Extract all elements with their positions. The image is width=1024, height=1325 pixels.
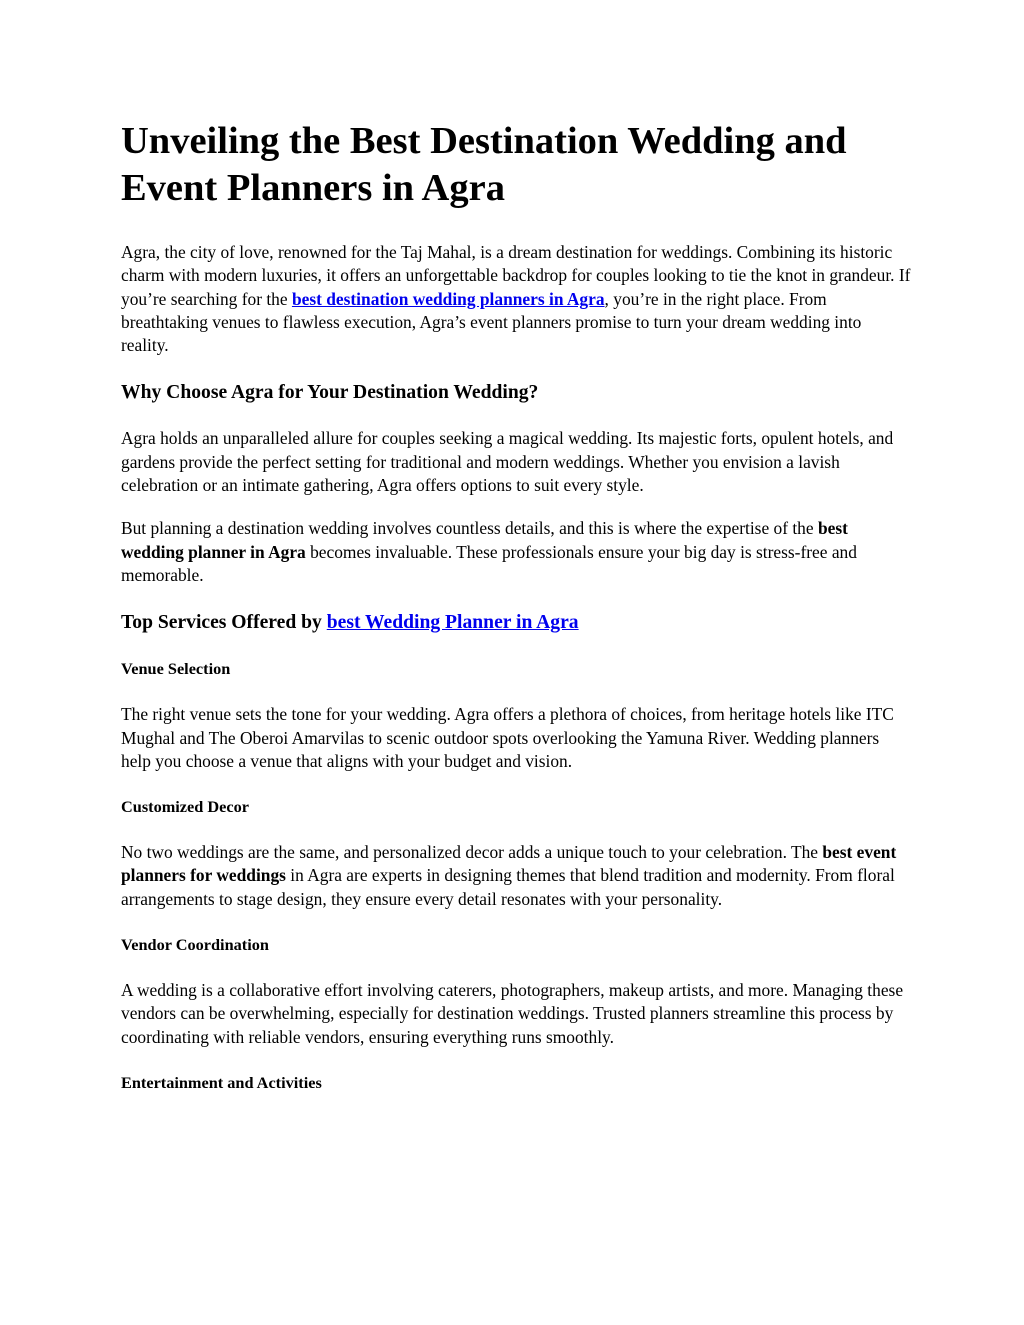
- why-agra-heading: Why Choose Agra for Your Destination Wedding?: [121, 382, 539, 404]
- best-wedding-planner-bold: best wedding planner in Agra: [121, 518, 848, 562]
- decor-text-before: No two weddings are the same, and personalized decor adds a unique touch to your celebration. The: [121, 842, 823, 863]
- venue-selection-heading: Venue Selection: [121, 659, 231, 679]
- decor-text-after: in Agra are experts in designing themes that blend tradition and modernity. From floral arrangements to stage design, they ensure every detail resonates with your personality.: [121, 865, 895, 909]
- intro-text-after-link: , you’re in the right place. From breathtaking venues to flawless execution, Agra’s event planners promise to turn your dream wedding into reality.: [121, 288, 862, 356]
- intro-paragraph: [121, 241, 911, 357]
- planning-text-after: becomes invaluable. These professionals ensure your big day is stress-free and memorable.: [121, 541, 857, 585]
- best-wedding-planner-link[interactable]: best Wedding Planner in Agra: [326, 612, 579, 634]
- planning-paragraph: [121, 517, 911, 587]
- venue-selection-paragraph: The right venue sets the tone for your wedding. Agra offers a plethora of choices, from heritage hotels like ITC Mughal and The Oberoi Amarvilas to scenic outdoor spots overlooking the Yamuna River. Wedding planners help you choose a venue that aligns with your budget and vision.: [121, 704, 894, 771]
- vendor-coordination-heading: Vendor Coordination: [121, 935, 269, 955]
- customized-decor-heading: Customized Decor: [121, 797, 249, 817]
- planning-text-before: But planning a destination wedding involves countless details, and this is where the expertise of the: [121, 518, 818, 539]
- vendor-coordination-paragraph: A wedding is a collaborative effort involving caterers, photographers, makeup artists, and more. Managing these vendors can be overwhelming, especially for destination weddings. Trusted planners streamline this process by coordinating with reliable vendors, ensuring everything runs smoothly.: [121, 980, 904, 1047]
- customized-decor-paragraph: [121, 841, 911, 911]
- entertainment-activities-heading: Entertainment and Activities: [121, 1072, 322, 1092]
- top-services-heading: [121, 611, 911, 635]
- intro-text-before-link: Agra, the city of love, renowned for the Taj Mahal, is a dream destination for weddings. Combining its historic charm with modern luxuries, it offers an unforgettable backdrop for couples looking to tie the knot in grandeur. If you’re searching for the: [121, 242, 911, 309]
- page-title: Unveiling the Best Destination Wedding and Event Planners in Agra: [121, 120, 847, 209]
- best-event-planners-bold: best event planners for weddings: [121, 842, 897, 886]
- why-agra-paragraph: Agra holds an unparalleled allure for couples seeking a magical wedding. Its majestic forts, opulent hotels, and gardens provide the perfect setting for traditional and modern weddings. Whether you envision a lavish celebration or an intimate gathering, Agra offers options to suit every style.: [121, 428, 894, 496]
- top-services-heading-prefix: Top Services Offered by: [121, 612, 327, 634]
- destination-wedding-planners-link[interactable]: best destination wedding planners in Agra: [291, 288, 605, 309]
- document-page: [121, 118, 911, 1095]
